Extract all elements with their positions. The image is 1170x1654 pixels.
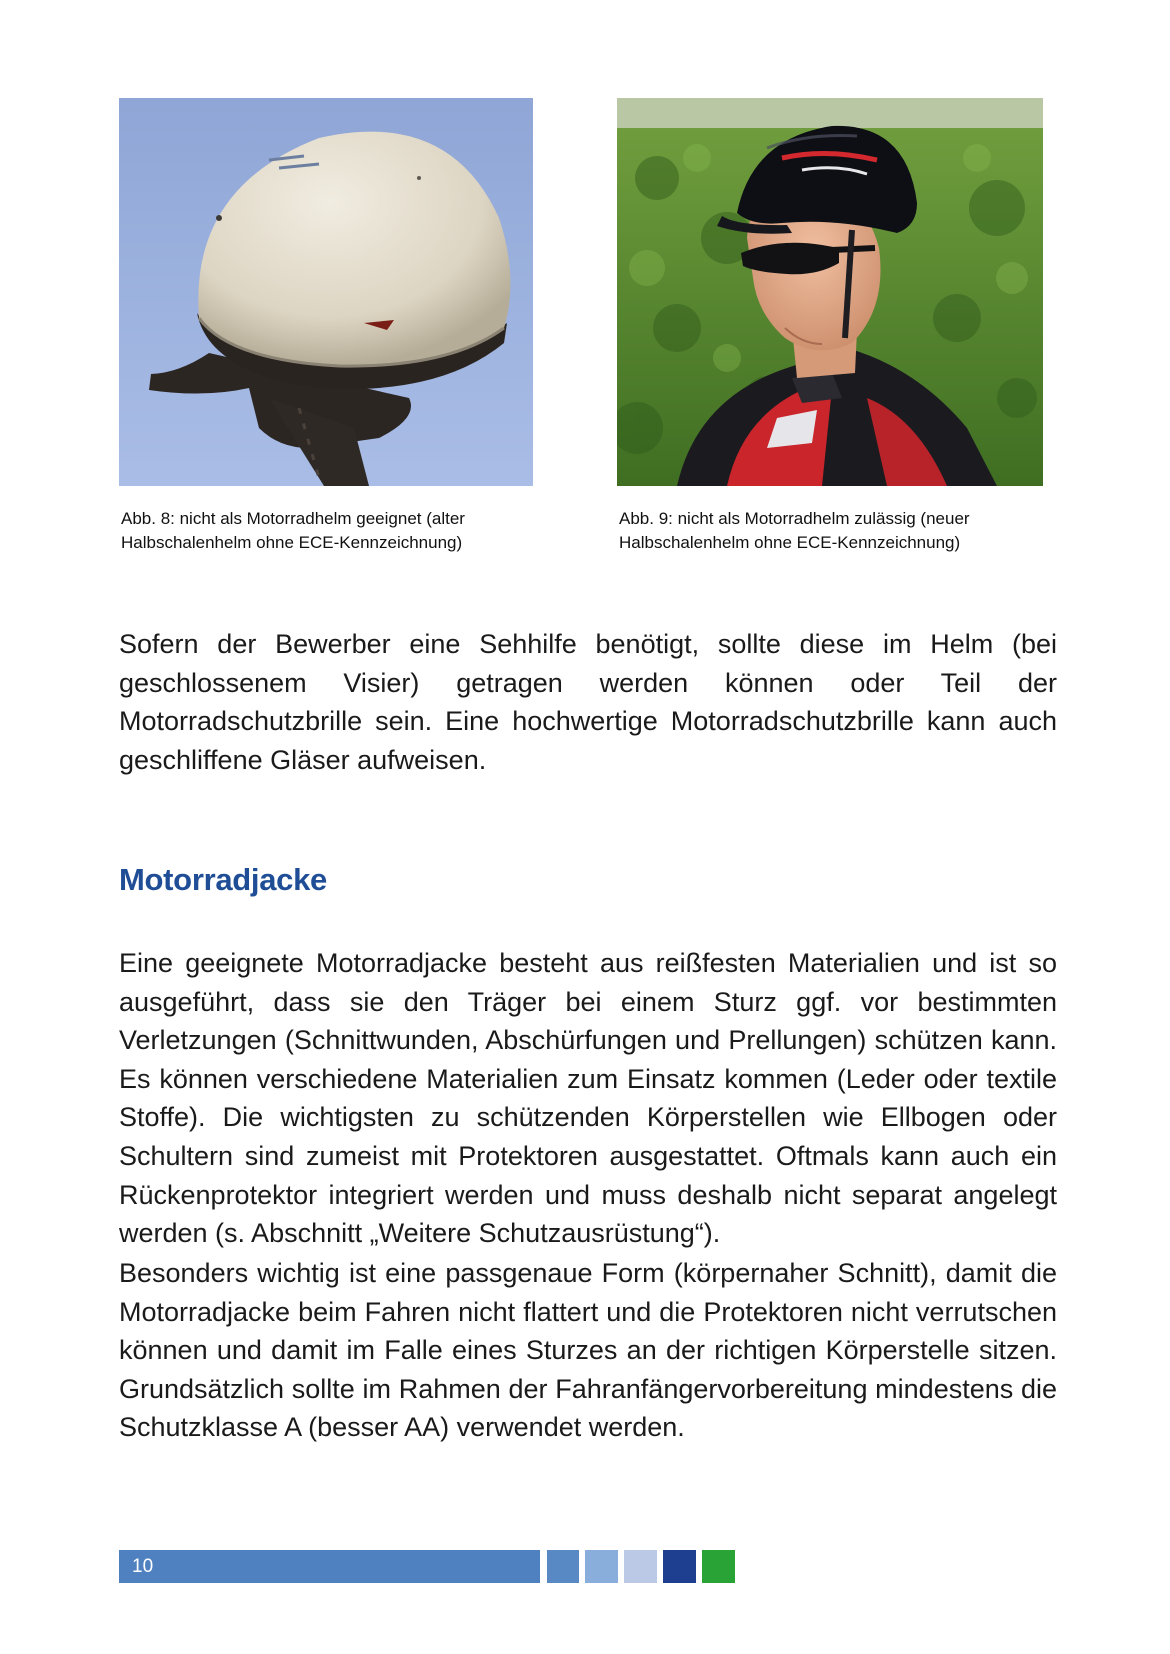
figure-9-image — [617, 98, 1043, 486]
page-number: 10 — [132, 1556, 154, 1577]
figure-9-caption: Abb. 9: nicht als Motorradhelm zulässig (neuer Halbschalenhelm ohne ECE-Kennzeichnung) — [619, 509, 970, 552]
footer-square-3 — [624, 1550, 657, 1583]
figure-8-image — [119, 98, 533, 486]
figure-8-caption: Abb. 8: nicht als Motorradhelm geeignet (alter Halbschalenhelm ohne ECE-Kennzeichnung) — [121, 509, 465, 552]
section-heading: Motorradjacke — [119, 862, 327, 897]
footer-bar — [119, 1550, 540, 1583]
old-half-shell-helmet-photo — [119, 98, 533, 486]
paragraph-jacket-materials: Eine geeignete Motorradjacke besteht aus reißfesten Materialien und ist so ausgeführt, dass sie den Träger bei einem Sturz ggf. vor bestimmten Verletzungen (Schnittwunden, Abschürfungen und Prellungen) schützen kann. Es können verschiedene Materialien zum Einsatz kommen (Leder oder textile Stoffe). Die wichtigsten zu schützenden Körperstellen wie Ellbogen oder Schultern sind zumeist mit Protektoren ausgestattet. Oftmals kann auch ein Rückenprotektor integriert werden und muss deshalb nicht separat angelegt werden (s. Abschnitt „Weitere Schutzausrüstung“). — [119, 948, 1057, 1249]
paragraph-jacket-fit: Besonders wichtig ist eine passgenaue Form (körpernaher Schnitt), damit die Motorradjacke beim Fahren nicht flattert und die Protektoren nicht verrutschen können und damit im Falle eines Sturzes an der richtigen Körperstelle sitzen. Grundsätzlich sollte im Rahmen der Fahranfängervorbereitung mindestens die Schutzklasse A (besser AA) verwendet werden. — [119, 1258, 1057, 1443]
rider-with-half-shell-helmet-photo — [617, 98, 1043, 486]
footer-square-2 — [585, 1550, 618, 1583]
paragraph-vision-aid: Sofern der Bewerber eine Sehhilfe benötigt, sollte diese im Helm (bei geschlossenem Visier) getragen werden können oder Teil der Motorradschutzbrille sein. Eine hochwertige Motorradschutzbrille kann auch geschliffene Gläser aufweisen. — [119, 629, 1057, 775]
footer-square-4 — [663, 1550, 696, 1583]
footer-square-1 — [547, 1550, 579, 1583]
footer-square-5 — [702, 1550, 735, 1583]
